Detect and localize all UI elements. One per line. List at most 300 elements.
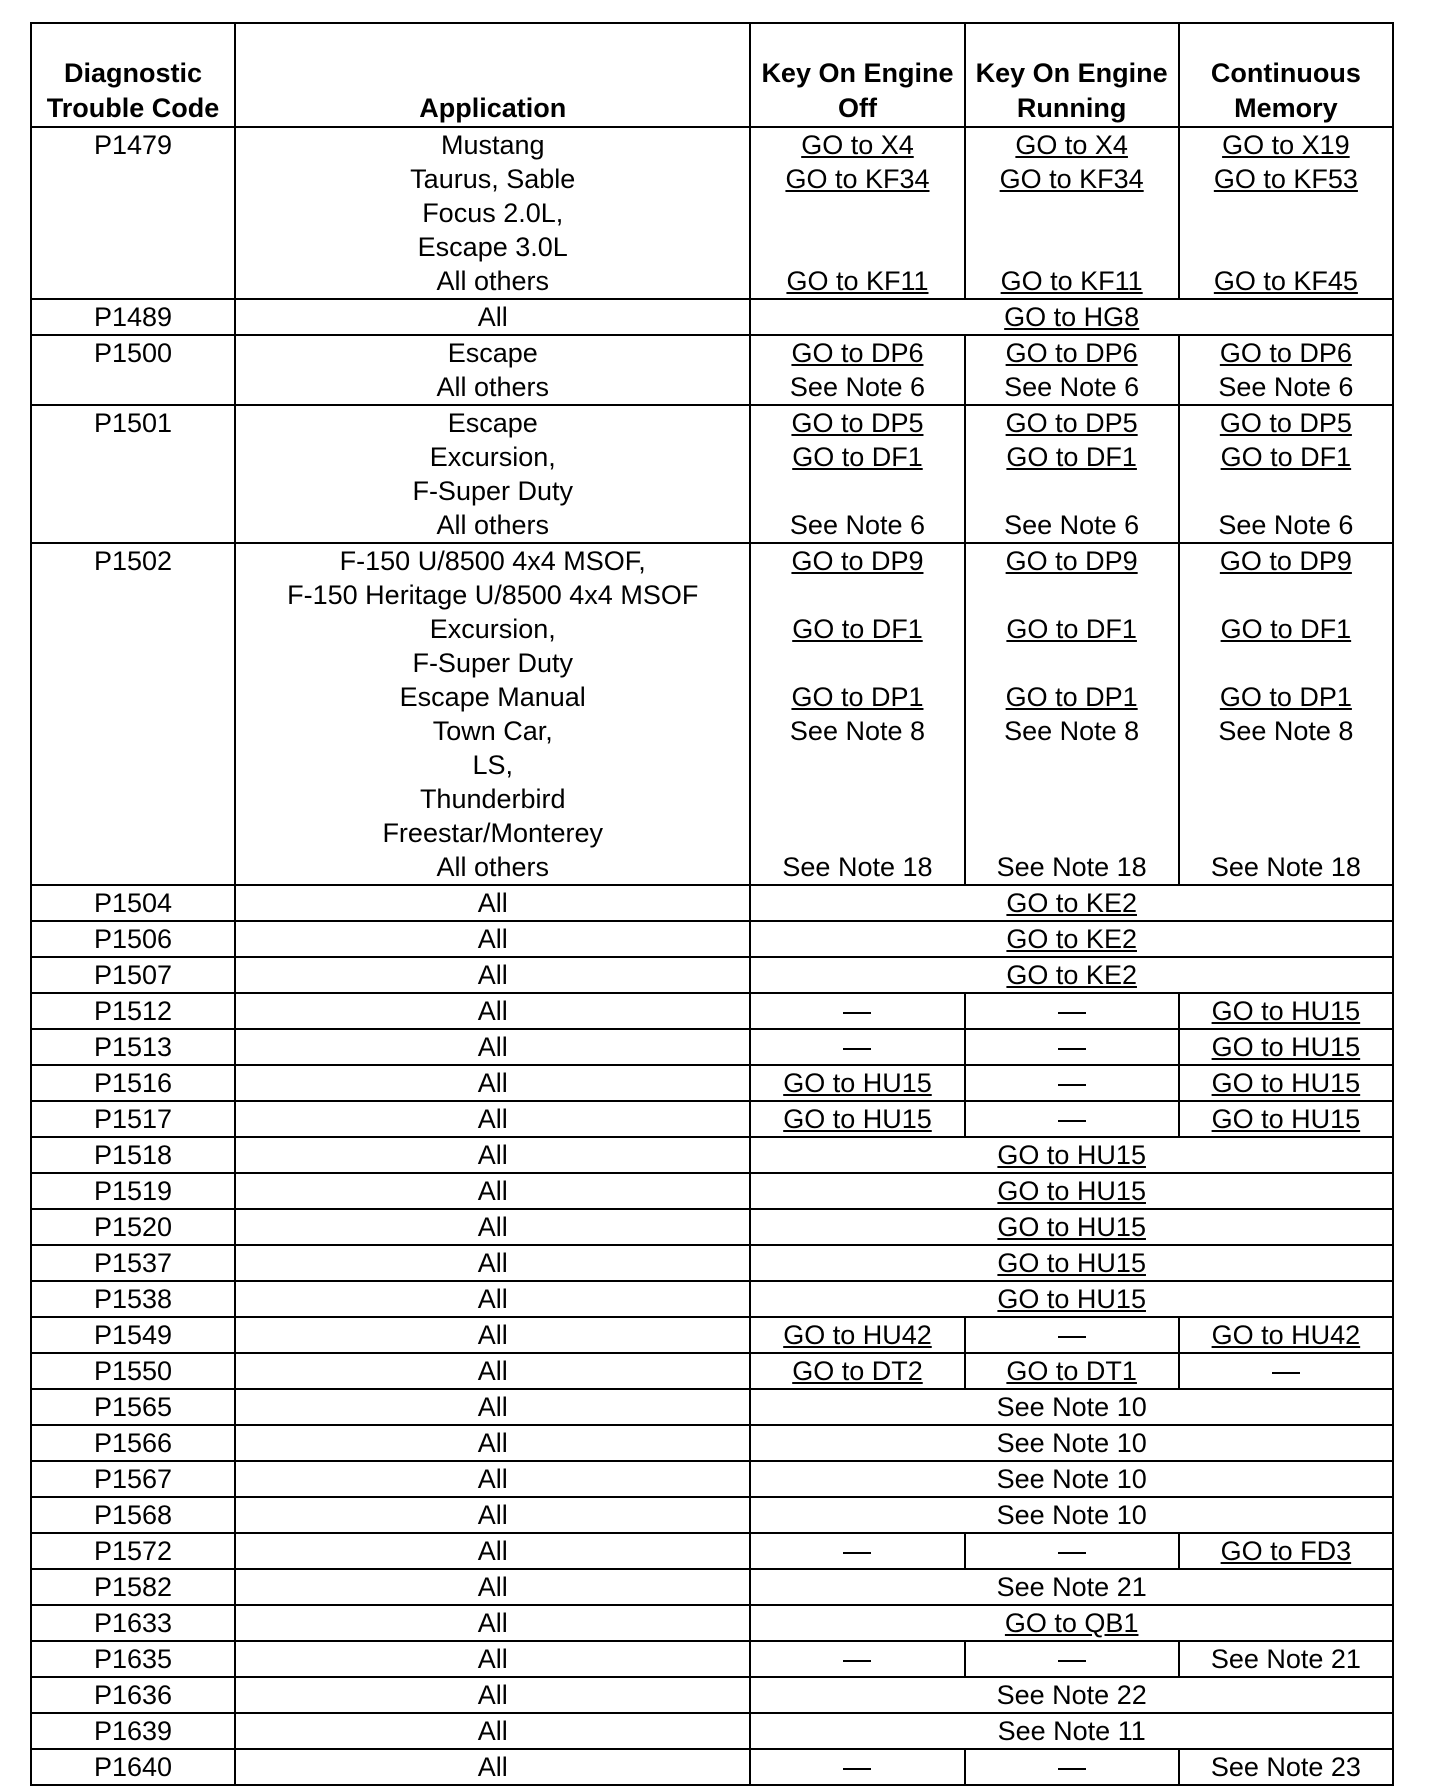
- table-row: [31, 127, 1393, 299]
- go-to-link[interactable]: GO to DP9: [1005, 546, 1138, 576]
- header-line: Key On Engine: [975, 58, 1168, 88]
- go-to-link[interactable]: GO to X19: [1222, 130, 1350, 160]
- application-line: Thunderbird: [419, 784, 566, 814]
- note-reference: See Note 18: [782, 852, 933, 882]
- header-line: Application: [419, 93, 567, 123]
- go-to-link[interactable]: GO to KE2: [1006, 888, 1137, 918]
- application-line: Focus 2.0L,: [422, 198, 564, 228]
- not-applicable-dash: [970, 994, 1174, 1028]
- go-to-link[interactable]: GO to DF1: [1006, 442, 1137, 472]
- go-to-link[interactable]: GO to DP6: [1005, 338, 1138, 368]
- dtc-code: P1640: [94, 1752, 173, 1782]
- blank-line: [970, 816, 1174, 850]
- go-to-link[interactable]: GO to DP6: [791, 338, 924, 368]
- blank-line: [1184, 474, 1388, 508]
- go-to-link[interactable]: GO to DF1: [792, 614, 923, 644]
- all-modes-cell: [750, 1605, 1393, 1641]
- dtc-code: P1501: [94, 408, 173, 438]
- go-to-link[interactable]: GO to QB1: [1004, 1608, 1139, 1638]
- note-reference: See Note 8: [1004, 716, 1140, 746]
- go-to-link[interactable]: GO to DF1: [1220, 442, 1352, 472]
- koeo-cell: [750, 1065, 964, 1101]
- application-line: Escape: [447, 338, 538, 368]
- dtc-table-body: [31, 127, 1393, 1785]
- table-row: [31, 405, 1393, 543]
- blank-line: [755, 748, 959, 782]
- dtc-code-cell: [31, 921, 235, 957]
- application-line: All: [477, 1428, 508, 1458]
- dtc-code-cell: [31, 1425, 235, 1461]
- application-line: All: [477, 1320, 508, 1350]
- dtc-code-cell: [31, 885, 235, 921]
- application-cell: [235, 1281, 750, 1317]
- go-to-link[interactable]: GO to X4: [801, 130, 914, 160]
- koeo-cell: [750, 335, 964, 405]
- continuous-memory-cell: [1179, 1317, 1393, 1353]
- koer-cell: [965, 1533, 1179, 1569]
- go-to-link[interactable]: GO to DP5: [1005, 408, 1138, 438]
- dtc-code: P1512: [94, 996, 173, 1026]
- dtc-code: P1502: [94, 546, 173, 576]
- dtc-code: P1516: [94, 1068, 173, 1098]
- application-line: All: [477, 1104, 508, 1134]
- table-row: [31, 1641, 1393, 1677]
- application-line: All: [477, 1608, 508, 1638]
- header-line: Diagnostic: [64, 58, 203, 88]
- dtc-code: P1500: [94, 338, 173, 368]
- blank-line: [970, 782, 1174, 816]
- table-row: [31, 1245, 1393, 1281]
- application-cell: [235, 1209, 750, 1245]
- all-modes-cell: [750, 1281, 1393, 1317]
- blank-line: [970, 196, 1174, 230]
- dtc-code: P1635: [94, 1644, 173, 1674]
- continuous-memory-cell: [1179, 1065, 1393, 1101]
- table-row: [31, 1497, 1393, 1533]
- note-reference: See Note 10: [996, 1500, 1147, 1530]
- all-modes-cell: [750, 1569, 1393, 1605]
- koer-cell: [965, 1353, 1179, 1389]
- application-cell: [235, 1461, 750, 1497]
- application-cell: [235, 885, 750, 921]
- table-row: [31, 1029, 1393, 1065]
- dtc-code-cell: [31, 127, 235, 299]
- dtc-code-cell: [31, 1677, 235, 1713]
- dtc-code-cell: [31, 1533, 235, 1569]
- go-to-link[interactable]: GO to DT2: [792, 1356, 923, 1386]
- table-row: [31, 1281, 1393, 1317]
- go-to-link[interactable]: GO to HU15: [1211, 1032, 1361, 1062]
- continuous-memory-cell: [1179, 335, 1393, 405]
- application-cell: [235, 335, 750, 405]
- application-line: Taurus, Sable: [410, 164, 576, 194]
- go-to-link[interactable]: GO to DP1: [791, 682, 924, 712]
- application-cell: [235, 405, 750, 543]
- dtc-code: P1572: [94, 1536, 173, 1566]
- continuous-memory-cell: [1179, 405, 1393, 543]
- application-line: Freestar/Monterey: [382, 818, 604, 848]
- not-applicable-dash: [755, 1534, 959, 1568]
- dtc-code: P1513: [94, 1032, 173, 1062]
- header-line: Key On Engine: [761, 58, 954, 88]
- go-to-link[interactable]: GO to DP9: [791, 546, 924, 576]
- go-to-link[interactable]: GO to KF11: [1000, 266, 1143, 296]
- note-reference: See Note 21: [996, 1572, 1147, 1602]
- go-to-link[interactable]: GO to HU15: [1211, 1104, 1361, 1134]
- dtc-code: P1633: [94, 1608, 173, 1638]
- go-to-link[interactable]: GO to DP9: [1219, 546, 1352, 576]
- application-cell: [235, 1353, 750, 1389]
- continuous-memory-cell: [1179, 1353, 1393, 1389]
- application-cell: [235, 1605, 750, 1641]
- all-modes-cell: [750, 1245, 1393, 1281]
- dtc-code: P1565: [94, 1392, 173, 1422]
- go-to-link[interactable]: GO to KF34: [785, 164, 930, 194]
- table-row: [31, 885, 1393, 921]
- header-line: Trouble Code: [46, 93, 220, 123]
- application-cell: [235, 921, 750, 957]
- application-line: All others: [436, 852, 550, 882]
- go-to-link[interactable]: GO to DT1: [1006, 1356, 1137, 1386]
- go-to-link[interactable]: GO to KF45: [1213, 266, 1358, 296]
- dtc-code-cell: [31, 1713, 235, 1749]
- dtc-code: P1639: [94, 1716, 173, 1746]
- dtc-code-cell: [31, 1353, 235, 1389]
- all-modes-cell: [750, 921, 1393, 957]
- application-line: All: [477, 302, 508, 332]
- dtc-code-cell: [31, 405, 235, 543]
- blank-line: [1184, 748, 1388, 782]
- blank-line: [1184, 230, 1388, 264]
- dtc-code-cell: [31, 1389, 235, 1425]
- blank-line: [1184, 578, 1388, 612]
- go-to-link[interactable]: GO to KE2: [1006, 960, 1137, 990]
- koeo-cell: [750, 1029, 964, 1065]
- not-applicable-dash: [970, 1102, 1174, 1136]
- application-cell: [235, 1029, 750, 1065]
- application-line: All: [477, 1068, 508, 1098]
- not-applicable-dash: [755, 1750, 959, 1784]
- continuous-memory-cell: [1179, 543, 1393, 885]
- table-row: [31, 299, 1393, 335]
- not-applicable-dash: [970, 1534, 1174, 1568]
- dtc-code-cell: [31, 1065, 235, 1101]
- application-line: F-Super Duty: [412, 648, 574, 678]
- dtc-code: P1549: [94, 1320, 173, 1350]
- dash-mark: [843, 1768, 871, 1770]
- dtc-code: P1518: [94, 1140, 173, 1170]
- go-to-link[interactable]: GO to HU15: [997, 1284, 1146, 1314]
- dash-mark: [1058, 1048, 1086, 1050]
- dtc-code-cell: [31, 993, 235, 1029]
- application-line: All: [477, 1500, 508, 1530]
- dtc-code-cell: [31, 299, 235, 335]
- application-line: All: [477, 1716, 508, 1746]
- note-reference: See Note 6: [1004, 372, 1140, 402]
- koer-cell: [965, 1065, 1179, 1101]
- header-row: [31, 23, 1393, 127]
- note-reference: See Note 18: [996, 852, 1147, 882]
- header-line: Continuous: [1210, 58, 1361, 88]
- all-modes-cell: [750, 885, 1393, 921]
- go-to-link[interactable]: GO to HU15: [783, 1068, 932, 1098]
- table-row: [31, 1353, 1393, 1389]
- blank-line: [970, 578, 1174, 612]
- blank-line: [755, 474, 959, 508]
- dtc-code: P1504: [94, 888, 173, 918]
- table-row: [31, 1065, 1393, 1101]
- dtc-code-cell: [31, 1641, 235, 1677]
- go-to-link[interactable]: GO to HG8: [1004, 302, 1140, 332]
- go-to-link[interactable]: GO to KF11: [786, 266, 929, 296]
- application-cell: [235, 1569, 750, 1605]
- not-applicable-dash: [970, 1750, 1174, 1784]
- go-to-link[interactable]: GO to KF34: [999, 164, 1144, 194]
- application-line: All: [477, 960, 508, 990]
- dtc-code: P1636: [94, 1680, 173, 1710]
- blank-line: [755, 196, 959, 230]
- application-cell: [235, 127, 750, 299]
- application-line: All: [477, 1356, 508, 1386]
- all-modes-cell: [750, 1137, 1393, 1173]
- note-reference: See Note 10: [996, 1392, 1147, 1422]
- dtc-code: P1489: [94, 302, 173, 332]
- dtc-code-cell: [31, 1497, 235, 1533]
- go-to-link[interactable]: GO to HU42: [1211, 1320, 1361, 1350]
- go-to-link[interactable]: GO to HU15: [997, 1248, 1146, 1278]
- not-applicable-dash: [970, 1642, 1174, 1676]
- header-line: Running: [1016, 93, 1127, 123]
- go-to-link[interactable]: GO to KF53: [1213, 164, 1358, 194]
- go-to-link[interactable]: GO to HU42: [783, 1320, 932, 1350]
- dash-mark: [1058, 1660, 1086, 1662]
- not-applicable-dash: [755, 994, 959, 1028]
- note-reference: See Note 11: [997, 1716, 1146, 1746]
- dtc-code-cell: [31, 1569, 235, 1605]
- go-to-link[interactable]: GO to DP6: [1219, 338, 1352, 368]
- go-to-link[interactable]: GO to HU15: [997, 1212, 1146, 1242]
- table-row: [31, 1713, 1393, 1749]
- header-application: [235, 23, 750, 127]
- all-modes-cell: [750, 1461, 1393, 1497]
- application-line: All: [477, 1032, 508, 1062]
- application-line: All others: [436, 266, 550, 296]
- koeo-cell: [750, 1533, 964, 1569]
- note-reference: See Note 6: [1218, 372, 1354, 402]
- table-row: [31, 1569, 1393, 1605]
- go-to-link[interactable]: GO to DP5: [791, 408, 924, 438]
- application-line: Escape: [447, 408, 538, 438]
- go-to-link[interactable]: GO to HU15: [997, 1140, 1146, 1170]
- table-row: [31, 1677, 1393, 1713]
- application-cell: [235, 1173, 750, 1209]
- koer-cell: [965, 127, 1179, 299]
- koeo-cell: [750, 1317, 964, 1353]
- blank-line: [755, 230, 959, 264]
- application-cell: [235, 1677, 750, 1713]
- header-key-on-engine-off: [750, 23, 964, 127]
- blank-line: [755, 578, 959, 612]
- application-line: All: [477, 1752, 508, 1782]
- application-line: All: [477, 1248, 508, 1278]
- continuous-memory-cell: [1179, 1101, 1393, 1137]
- koer-cell: [965, 405, 1179, 543]
- dash-mark: [843, 1660, 871, 1662]
- table-row: [31, 993, 1393, 1029]
- dtc-code: P1517: [94, 1104, 173, 1134]
- koer-cell: [965, 1101, 1179, 1137]
- application-cell: [235, 1497, 750, 1533]
- go-to-link[interactable]: GO to KE2: [1006, 924, 1137, 954]
- application-cell: [235, 1101, 750, 1137]
- table-row: [31, 1389, 1393, 1425]
- koer-cell: [965, 543, 1179, 885]
- application-line: Excursion,: [429, 614, 556, 644]
- koeo-cell: [750, 1353, 964, 1389]
- go-to-link[interactable]: GO to DF1: [1006, 614, 1137, 644]
- all-modes-cell: [750, 1425, 1393, 1461]
- koer-cell: [965, 1317, 1179, 1353]
- header-line: Off: [837, 93, 877, 123]
- dtc-code-cell: [31, 1317, 235, 1353]
- header-line: Memory: [1234, 93, 1338, 123]
- koer-cell: [965, 993, 1179, 1029]
- dtc-code: P1550: [94, 1356, 173, 1386]
- continuous-memory-cell: [1179, 1533, 1393, 1569]
- header-diagnostic-trouble-code: [31, 23, 235, 127]
- dtc-table: [30, 22, 1394, 1786]
- dtc-code: P1567: [94, 1464, 173, 1494]
- dtc-code-cell: [31, 1029, 235, 1065]
- application-line: All: [477, 1140, 508, 1170]
- note-reference: See Note 6: [1004, 510, 1140, 540]
- dtc-code: P1506: [94, 924, 173, 954]
- go-to-link[interactable]: GO to DP1: [1005, 682, 1138, 712]
- application-line: All: [477, 1176, 508, 1206]
- dtc-code: P1507: [94, 960, 173, 990]
- not-applicable-dash: [1184, 1354, 1388, 1388]
- application-line: All others: [436, 510, 550, 540]
- table-row: [31, 1137, 1393, 1173]
- go-to-link[interactable]: GO to DP5: [1219, 408, 1352, 438]
- application-cell: [235, 957, 750, 993]
- application-cell: [235, 1533, 750, 1569]
- application-cell: [235, 993, 750, 1029]
- dtc-code-cell: [31, 335, 235, 405]
- dtc-code-cell: [31, 1605, 235, 1641]
- go-to-link[interactable]: GO to DP1: [1219, 682, 1352, 712]
- koer-cell: [965, 1029, 1179, 1065]
- note-reference: See Note 18: [1210, 852, 1361, 882]
- dtc-code-cell: [31, 543, 235, 885]
- all-modes-cell: [750, 1713, 1393, 1749]
- dash-mark: [1058, 1012, 1086, 1014]
- application-cell: [235, 1425, 750, 1461]
- application-line: Escape Manual: [399, 682, 586, 712]
- blank-line: [755, 646, 959, 680]
- application-line: All: [477, 1536, 508, 1566]
- go-to-link[interactable]: GO to X4: [1015, 130, 1128, 160]
- all-modes-cell: [750, 1677, 1393, 1713]
- table-row: [31, 1209, 1393, 1245]
- application-cell: [235, 1389, 750, 1425]
- dtc-code-cell: [31, 1245, 235, 1281]
- dtc-code-cell: [31, 1101, 235, 1137]
- blank-line: [970, 646, 1174, 680]
- go-to-link[interactable]: GO to FD3: [1220, 1536, 1352, 1566]
- application-cell: [235, 1713, 750, 1749]
- note-reference: See Note 22: [996, 1680, 1147, 1710]
- application-line: All: [477, 1680, 508, 1710]
- application-line: All: [477, 1572, 508, 1602]
- dtc-code-cell: [31, 1137, 235, 1173]
- application-line: All others: [436, 372, 550, 402]
- table-row: [31, 1533, 1393, 1569]
- go-to-link[interactable]: GO to HU15: [783, 1104, 932, 1134]
- header-continuous-memory: [1179, 23, 1393, 127]
- dash-mark: [1058, 1768, 1086, 1770]
- table-row: [31, 335, 1393, 405]
- blank-line: [755, 782, 959, 816]
- continuous-memory-cell: [1179, 993, 1393, 1029]
- blank-line: [1184, 196, 1388, 230]
- application-line: Town Car,: [432, 716, 553, 746]
- blank-line: [970, 748, 1174, 782]
- application-line: All: [477, 924, 508, 954]
- table-row: [31, 1461, 1393, 1497]
- all-modes-cell: [750, 1389, 1393, 1425]
- note-reference: See Note 10: [996, 1428, 1147, 1458]
- note-reference: See Note 6: [789, 372, 926, 402]
- go-to-link[interactable]: GO to DF1: [1220, 614, 1352, 644]
- table-row: [31, 1101, 1393, 1137]
- all-modes-cell: [750, 1497, 1393, 1533]
- application-line: All: [477, 1392, 508, 1422]
- go-to-link[interactable]: GO to HU15: [1211, 996, 1361, 1026]
- application-cell: [235, 1137, 750, 1173]
- dash-mark: [1058, 1120, 1086, 1122]
- application-line: Mustang: [440, 130, 545, 160]
- dtc-code: P1582: [94, 1572, 173, 1602]
- application-cell: [235, 1317, 750, 1353]
- application-line: All: [477, 888, 508, 918]
- application-line: F-150 U/8500 4x4 MSOF,: [339, 546, 646, 576]
- go-to-link[interactable]: GO to HU15: [997, 1176, 1146, 1206]
- application-cell: [235, 1641, 750, 1677]
- blank-line: [1184, 816, 1388, 850]
- dtc-code: P1520: [94, 1212, 173, 1242]
- application-line: Escape 3.0L: [417, 232, 568, 262]
- go-to-link[interactable]: GO to DF1: [792, 442, 923, 472]
- dtc-code: P1479: [94, 130, 173, 160]
- dtc-code-cell: [31, 1281, 235, 1317]
- dtc-code: P1538: [94, 1284, 173, 1314]
- application-line: All: [477, 1284, 508, 1314]
- blank-line: [1184, 646, 1388, 680]
- go-to-link[interactable]: GO to HU15: [1211, 1068, 1361, 1098]
- application-cell: [235, 1065, 750, 1101]
- dtc-code-cell: [31, 1209, 235, 1245]
- dtc-code: P1568: [94, 1500, 173, 1530]
- dtc-code: P1566: [94, 1428, 173, 1458]
- continuous-memory-cell: [1179, 127, 1393, 299]
- application-line: All: [477, 1212, 508, 1242]
- koeo-cell: [750, 543, 964, 885]
- application-line: F-Super Duty: [412, 476, 574, 506]
- application-line: LS,: [472, 750, 513, 780]
- header-key-on-engine-running: [965, 23, 1179, 127]
- dash-mark: [1058, 1084, 1086, 1086]
